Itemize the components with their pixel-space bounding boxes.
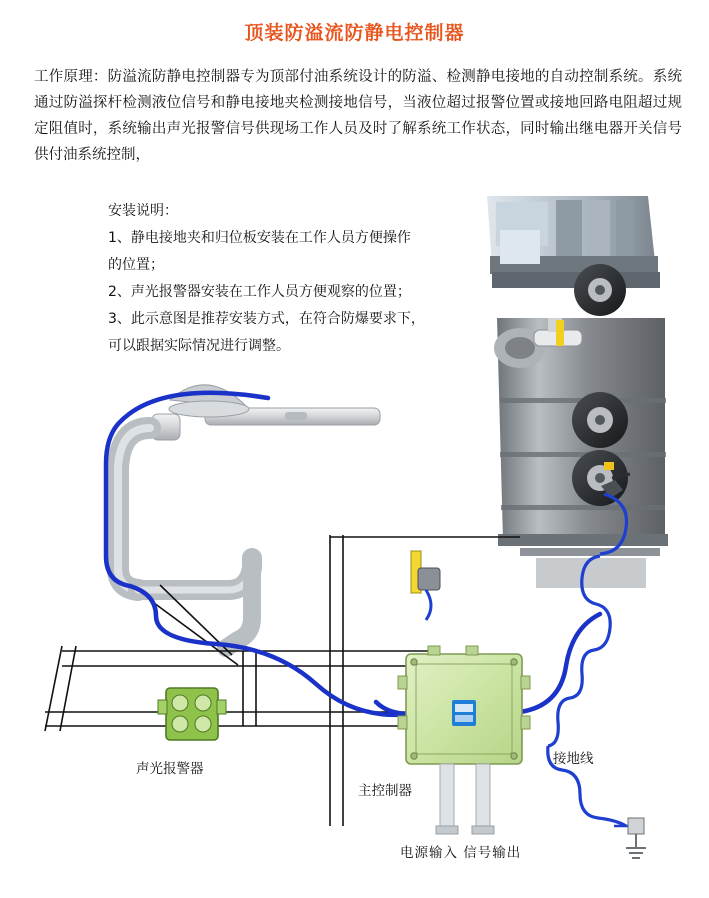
install-note-heading: 安装说明： bbox=[108, 203, 178, 219]
intro-paragraph: 工作原理：防溢流防静电控制器专为顶部付油系统设计的防溢、检测静电接地的自动控制系统。系统通过防溢探杆检测液位信号和静电接地夹检测接地信号，当液位超过报警位置或接地回路电阻超过规定阻值时，系统输出声光报警信号供现场工作人员及时了解系统工作状态，同时输出继电器开关信号供付油系统控制， bbox=[34, 69, 682, 163]
install-note-item: 1、静电接地夹和归位板安装在工作人员方便操作 bbox=[108, 230, 411, 246]
label-controller: 主控制器 bbox=[358, 783, 412, 799]
install-note-item: 3、此示意图是推荐安装方式，在符合防爆要求下， bbox=[108, 311, 425, 327]
page-title: 顶装防溢流防静电控制器 bbox=[244, 22, 465, 44]
install-note-item: 2、声光报警器安装在工作人员方便观察的位置； bbox=[108, 284, 411, 300]
install-note-item: 可以跟据实际情况进行调整。 bbox=[108, 338, 290, 354]
label-power-signal: 电源输入 信号输出 bbox=[400, 845, 522, 861]
alarm-beacon-icon bbox=[158, 688, 226, 740]
install-note-item: 的位置； bbox=[108, 257, 164, 273]
return-plate-icon bbox=[411, 551, 440, 620]
label-ground-wire: 接地线 bbox=[553, 751, 594, 767]
label-alarm: 声光报警器 bbox=[136, 761, 204, 777]
earth-rod-icon bbox=[626, 818, 646, 858]
control-box-icon bbox=[398, 646, 530, 834]
tanker-truck-photo bbox=[487, 196, 668, 588]
